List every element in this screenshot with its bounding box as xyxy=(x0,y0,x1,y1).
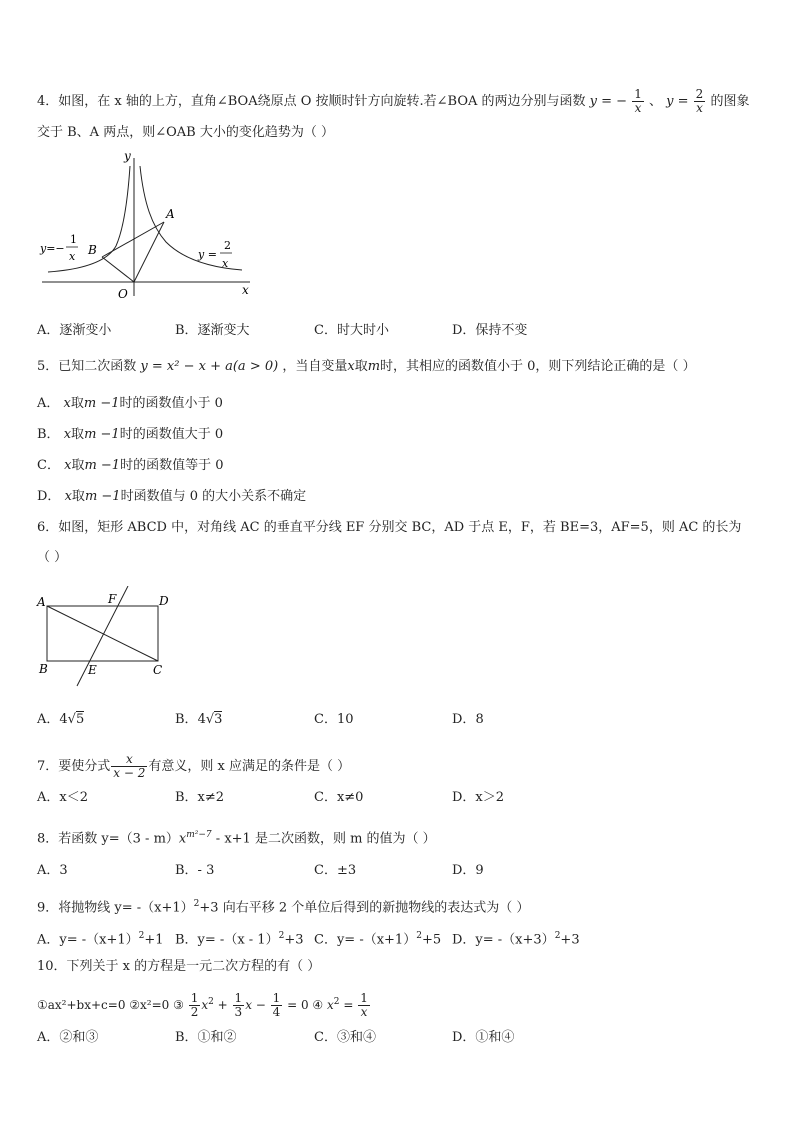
sqrt-icon: √ xyxy=(205,712,215,727)
q10-frac-half: $\frac{1}{2}$ xyxy=(190,991,199,1019)
q10-stem: 10．下列关于 x 的方程是一元二次方程的有（ ） xyxy=(37,959,321,974)
q10-option-d: D．①和④ xyxy=(452,1030,515,1045)
q10-frac-1-over-x: $\frac{1}{x}$ xyxy=(360,991,368,1019)
q4-func2-lhs: y = xyxy=(666,94,689,109)
q4-right-func-den: x xyxy=(222,257,229,270)
q4-label-x: x xyxy=(242,283,249,297)
q5-text-3: 取 xyxy=(354,359,368,374)
q4-func1-lhs: y = − xyxy=(589,94,628,109)
q6-label-a: A xyxy=(37,595,46,609)
q4-label-o: O xyxy=(118,287,128,301)
q7-option-b: B．x≠2 xyxy=(175,790,225,805)
q4-segment-ob xyxy=(102,257,134,282)
q9-option-c: C．$y= -(x+1)^2+5$ xyxy=(314,931,442,948)
q4-right-func-lhs: y = xyxy=(198,248,217,261)
q4-option-c: C．时大时小 xyxy=(314,323,389,338)
q10-equations: ①ax²+bx+c=0 ②x²=0 ③ $\frac{1}{2}$ $x^2$ + $\frac{1}{3}$ x − $\frac{1}{4}$ = 0 ④ $x^2$ = $\frac{1}{x}$ xyxy=(37,991,368,1019)
q8-option-a: A．3 xyxy=(37,863,68,878)
q10-items-1-3: ①ax²+bx+c=0 ②x²=0 ③ xyxy=(37,998,184,1012)
q4-text-1: 4．如图，在 x 轴的上方，直角∠BOA绕原点 O 按顺时针方向旋转.若∠BOA 的两边分别与函数 xyxy=(37,94,586,109)
q6-option-c: C．10 xyxy=(314,712,354,727)
q6-stem-line1: 6．如图，矩形 ABCD 中，对角线 AC 的垂直平分线 EF 分别交 BC，AD 于点 E，F，若 BE=3，AF=5，则 AC 的长为 xyxy=(37,520,742,535)
q5-option-a: A． x取m −1时的函数值小于 0 xyxy=(37,396,223,411)
q4-func2-fraction: $\frac{2}{x}$ xyxy=(695,87,704,115)
q4-option-b: B．逐渐变大 xyxy=(175,323,250,338)
q4-separator: 、 xyxy=(649,94,663,109)
q8-option-c: C．±3 xyxy=(314,863,357,878)
sqrt-icon: √ xyxy=(67,712,76,727)
q9-text-1: 9．将抛物线 y= -（x+1） xyxy=(37,900,194,916)
q6-option-a: A．4√5 xyxy=(37,712,85,727)
q5-option-c: C． x取m −1时的函数值等于 0 xyxy=(37,458,224,473)
q6-option-b: B．4√3 xyxy=(175,712,223,727)
q4-option-a: A．逐渐变小 xyxy=(37,323,112,338)
q4-left-func-num: 1 xyxy=(70,233,77,246)
q6-label-f: F xyxy=(108,592,117,606)
q6-label-e: E xyxy=(88,663,97,677)
q4-stem-line1 xyxy=(37,88,749,115)
q8-option-b: B．- 3 xyxy=(175,863,215,878)
q5-option-d: D． x取m −1时函数值与 0 的大小关系不确定 xyxy=(37,489,307,504)
q8-base: x xyxy=(178,831,187,847)
q10-item3-tail: = 0 ④ xyxy=(283,998,324,1012)
q10-frac-third: $\frac{1}{3}$ xyxy=(234,991,243,1019)
q6-label-c: C xyxy=(153,663,163,677)
q5-text-4: 时，其相应的函数值小于 0，则下列结论正确的是（ ） xyxy=(380,359,696,374)
q5-text-2: ，当自变量 xyxy=(282,359,348,374)
q8-exponent: m²−7 xyxy=(186,830,212,840)
q4-stem-line2: 交于 B、A 两点，则∠OAB 大小的变化趋势为（ ） xyxy=(37,125,334,140)
q4-label-y: y xyxy=(124,149,131,163)
q4-label-b: B xyxy=(88,243,97,257)
q10-frac-quarter: $\frac{1}{4}$ xyxy=(272,991,281,1019)
q9-sup: 2 xyxy=(193,899,200,909)
q6-label-b: B xyxy=(39,662,48,676)
q7-text-2: 有意义，则 x 应满足的条件是（ ） xyxy=(148,759,351,774)
q8-stem xyxy=(37,826,436,848)
q10-option-c: C．③和④ xyxy=(314,1030,376,1045)
q6-label-d: D xyxy=(159,594,169,608)
q4-text-2: 的图象 xyxy=(710,94,750,109)
q9-option-d: D．$y= -(x+3)^2+3$ xyxy=(452,931,580,948)
q5-var-m: m xyxy=(367,359,381,374)
q6-line-ef xyxy=(77,586,128,686)
q7-option-a: A．x＜2 xyxy=(37,790,88,805)
q4-option-d: D．保持不变 xyxy=(452,323,528,338)
q8-text-1: 8．若函数 y=（3 - m） xyxy=(37,831,179,847)
q4-left-func-den: x xyxy=(69,250,76,263)
q9-stem xyxy=(37,895,529,917)
q7-option-d: D．x＞2 xyxy=(452,790,505,805)
q10-option-a: A．②和③ xyxy=(37,1030,99,1045)
q4-left-func-lhs: y=− xyxy=(40,242,65,255)
q4-right-curve xyxy=(140,166,242,270)
q5-stem xyxy=(37,358,696,376)
q5-text-1: 5．已知二次函数 xyxy=(37,359,137,374)
q6-figure xyxy=(34,586,184,690)
q9-text-2: +3 向右平移 2 个单位后得到的新抛物线的表达式为（ ） xyxy=(199,900,530,916)
q5-formula: y = x² − x + a(a > 0) xyxy=(140,359,279,374)
q10-item3-mid: x − xyxy=(245,998,270,1012)
q4-right-func-num: 2 xyxy=(224,239,231,252)
q4-func1-fraction: $\frac{1}{x}$ xyxy=(634,87,642,115)
q6-option-d: D．8 xyxy=(452,712,484,727)
q4-figure xyxy=(36,146,266,306)
q7-text-1: 7．要使分式 xyxy=(37,759,111,774)
q9-option-a: A．$y= -(x+1)^2+1$ xyxy=(37,931,164,948)
q5-option-b: B． x取m −1时的函数值大于 0 xyxy=(37,427,224,442)
q5-var-x: x xyxy=(347,359,355,374)
q9-option-b: B．y= -（x - 1）$^2$+3 xyxy=(175,931,304,948)
q4-label-a: A xyxy=(166,207,175,221)
q8-text-2: - x+1 是二次函数，则 m 的值为（ ） xyxy=(211,831,436,847)
q8-option-d: D．9 xyxy=(452,863,484,878)
q7-stem xyxy=(37,753,350,780)
q10-option-b: B．①和② xyxy=(175,1030,237,1045)
q6-diagonal-ac xyxy=(47,606,158,661)
q7-option-c: C．x≠0 xyxy=(314,790,364,805)
q6-stem-line2: （ ） xyxy=(37,550,68,565)
q7-fraction: $\frac{x}{x - 2}$ xyxy=(113,752,146,780)
